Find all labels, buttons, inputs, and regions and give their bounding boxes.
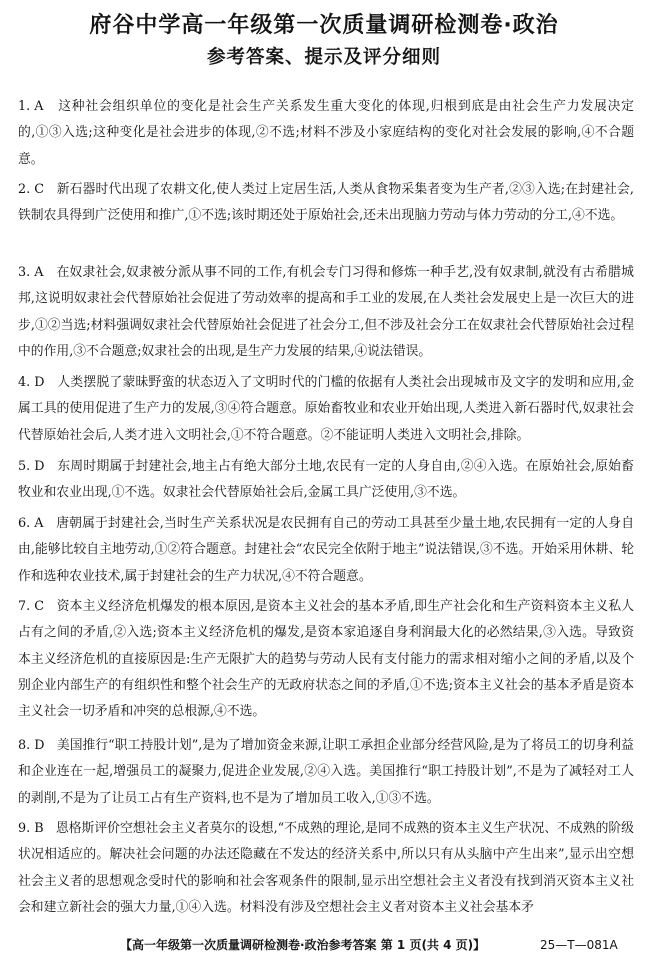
footer-label: 【高一年级第一次质量调研检测卷·政治参考答案 第 1 页(共 4 页)】	[120, 938, 486, 952]
answer-label: 8. D	[18, 738, 45, 753]
answer-label: 3. A	[18, 265, 44, 280]
answer-item-1	[18, 94, 634, 173]
answer-label: 5. D	[18, 459, 45, 474]
answer-item-6	[18, 511, 634, 590]
answer-label: 7. C	[18, 599, 45, 614]
answer-text: 新石器时代出现了农耕文化,使人类过上定居生活,人类从食物采集者变为生产者,②③入选;在封建社会,铁制农具得到广泛使用和推广,①不选;该时期还处于原始社会,还未出现脑力劳动与体力劳动的分工,④不选。	[18, 182, 634, 224]
answer-text: 东周时期属于封建社会,地主占有绝大部分土地,农民有一定的人身自由,②④入选。在原始社会,原始畜牧业和农业出现,①不选。奴隶社会代替原始社会后,金属工具广泛使用,③不选。	[18, 459, 634, 501]
footer-code: 25—T—081A	[540, 938, 618, 952]
answer-item-7	[18, 594, 634, 725]
answer-item-9	[18, 816, 634, 921]
answer-item-2	[18, 177, 634, 230]
answer-text: 唐朝属于封建社会,当时生产关系状况是农民拥有自己的劳动工具甚至少量土地,农民拥有一定的人身自由,能够比较自主地劳动,①②符合题意。封建社会“农民完全依附于地主”说法错误,③不选。开始采用休耕、轮作和选种农业技术,属于封建社会的生产力状况,④不符合题意。	[18, 516, 634, 584]
answer-label: 9. B	[18, 821, 44, 836]
answer-text: 人类摆脱了蒙昧野蛮的状态迈入了文明时代的门槛的依据有人类社会出现城市及文字的发明和应用,金属工具的使用促进了生产力的发展,③④符合题意。原始畜牧业和农业开始出现,人类进入新石器时代,奴隶社会代替原始社会后,人类才进入文明社会,①不符合题意。②不能证明人类进入文明社会,排除。	[18, 375, 634, 443]
answer-text: 美国推行“职工持股计划”,是为了增加资金来源,让职工承担企业部分经营风险,是为了将员工的切身利益和企业连在一起,增强员工的凝聚力,促进企业发展,②④入选。美国推行“职工持股计划”,不是为了减轻对工人的剥削,不是为了让员工占有生产资料,也不是为了增加员工收入,①③不选。	[18, 738, 634, 806]
answer-label: 4. D	[18, 375, 45, 390]
answer-item-4	[18, 370, 634, 449]
answer-label: 6. A	[18, 516, 44, 531]
answer-item-8	[18, 733, 634, 812]
answer-text: 恩格斯评价空想社会主义者莫尔的设想,“不成熟的理论,是同不成熟的资本主义生产状况、不成熟的阶级状况相适应的。解决社会问题的办法还隐藏在不发达的经济关系中,所以只有从头脑中产生出来”,显示出空想社会主义者的思想观念受时代的影响和社会客观条件的限制,显示出空想社会主义者没有找到消灭资本主义社会和建立新社会的强大力量,①④入选。材料没有涉及空想社会主义者对资本主义社会基本矛	[18, 821, 634, 915]
page-subtitle: 参考答案、提示及评分细则	[206, 47, 441, 68]
answer-item-3	[18, 260, 634, 365]
answer-text: 资本主义经济危机爆发的根本原因,是资本主义社会的基本矛盾,即生产社会化和生产资料资本主义私人占有之间的矛盾,②入选;资本主义经济危机的爆发,是资本家追逐自身利润最大化的必然结果,③入选。导致资本主义经济危机的直接原因是:生产无限扩大的趋势与劳动人民有支付能力的需求相对缩小之间的矛盾,以及个别企业内部生产的有组织性和整个社会生产的无政府状态之间的矛盾,①不选;资本主义社会的基本矛盾是资本主义社会一切矛盾和冲突的总根源,④不选。	[18, 599, 634, 720]
page-title: 府谷中学高一年级第一次质量调研检测卷·政治	[89, 13, 559, 38]
answer-text: 这种社会组织单位的变化是社会生产关系发生重大变化的体现,归根到底是由社会生产力发展决定的,①③入选;这种变化是社会进步的体现,②不选;材料不涉及小家庭结构的变化对社会发展的影响,④不合题意。	[18, 99, 634, 167]
answer-label: 2. C	[18, 182, 45, 197]
answer-item-5	[18, 454, 634, 507]
answer-label: 1. A	[18, 99, 44, 114]
answer-text: 在奴隶社会,奴隶被分派从事不同的工作,有机会专门习得和修炼一种手艺,没有奴隶制,就没有古希腊城邦,这说明奴隶社会代替原始社会促进了劳动效率的提高和手工业的发展,在人类社会发展史上是一次巨大的进步,①②当选;材料强调奴隶社会代替原始社会促进了社会分工,但不涉及社会分工在奴隶社会代替原始社会过程中的作用,③不合题意;奴隶社会的出现,是生产力发展的结果,④说法错误。	[18, 265, 634, 359]
